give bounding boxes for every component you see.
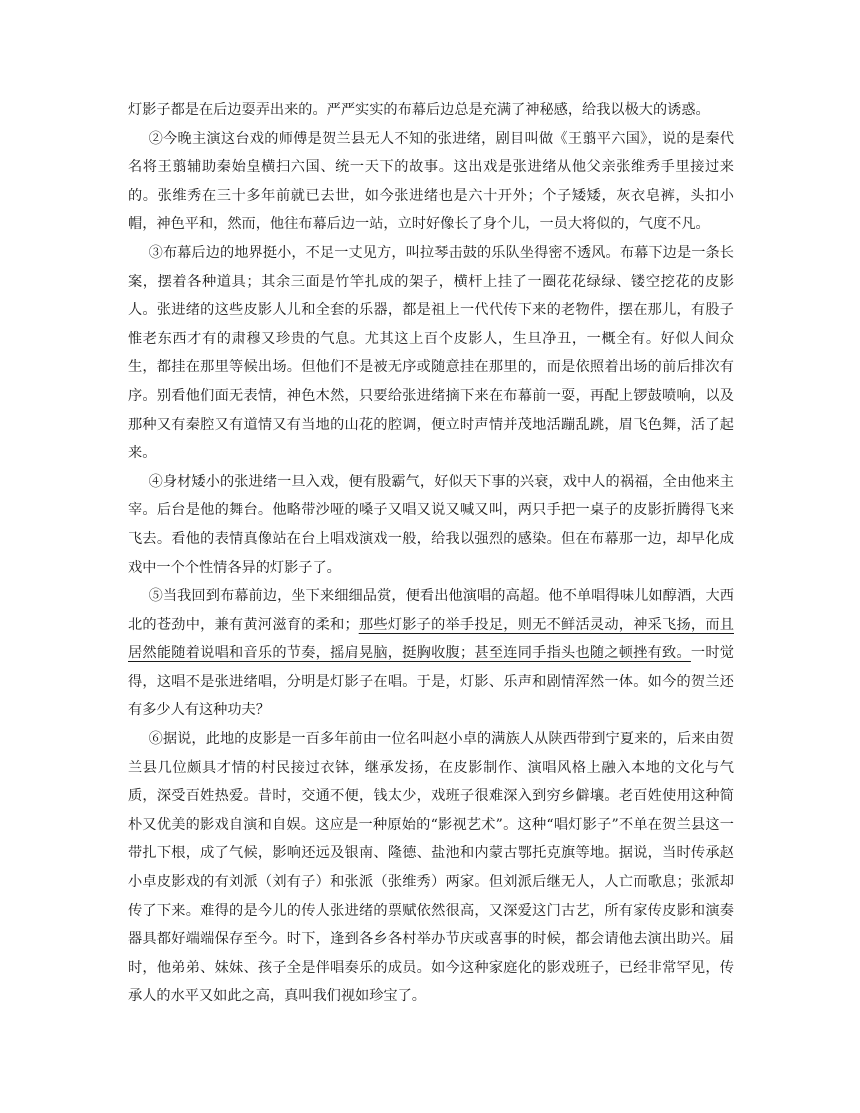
article-body [128, 96, 734, 1011]
paragraph-5-lead: ⑤当我回到布幕前边，坐下来细细品赏，便看出他演唱的高超。他不单唱得味儿如醇酒，大西北的苍劲中，兼有黄河滋育的柔和； [128, 588, 734, 633]
paragraph-continued: 灯影子都是在后边耍弄出来的。严严实实的布幕后边总是充满了神秘感，给我以极大的诱惑。 [128, 102, 710, 118]
paragraph-5 [128, 582, 734, 725]
paragraph-3: ③布幕后边的地界挺小，不足一丈见方，叫拉琴击鼓的乐队坐得密不透风。布幕下边是一条长案，摆着各种道具；其余三面是竹竿扎成的架子，横杆上挂了一圈花花绿绿、镂空挖花的皮影人。张进绪的这些皮影人儿和全套的乐器，都是祖上一代代传下来的老物件，摆在那儿，有股子惟老东西才有的肃穆又珍贵的气息。尤其这上百个皮影人，生旦净丑，一概全有。好似人间众生，都挂在那里等候出场。但他们不是被无序或随意挂在那里的，而是依照着出场的前后排次有序。别看他们面无表情，神色木然，只要给张进绪摘下来在布幕前一耍，再配上锣鼓喷响，以及那种又有秦腔又有道情又有当地的山花的腔调，便立时声情并茂地活蹦乱跳，眉飞色舞，活了起来。 [128, 244, 734, 462]
paragraph-6: ⑥据说，此地的皮影是一百多年前由一位名叫赵小卓的满族人从陕西带到宁夏来的，后来由贺兰县几位颇具才情的村民接过衣钵，继承发扬，在皮影制作、演唱风格上融入本地的文化与气质，深受百姓热爱。昔时，交通不便，钱太少，戏班子很难深入到穷乡僻壤。老百姓使用这种简朴又优美的影戏自演和自娱。这应是一种原始的“影视艺术”。这种“唱灯影子”不单在贺兰县这一带扎下根，成了气候，影响还远及银南、隆德、盐池和内蒙古鄂托克旗等地。据说，当时传承赵小卓皮影戏的有刘派（刘有子）和张派（张维秀）两家。但刘派后继无人，人亡而歌息；张派却传了下来。难得的是今儿的传人张进绪的票赋依然很高，又深爱这门古艺，所有家传皮影和演奏器具都好端端保存至今。时下，逢到各乡各村举办节庆或喜事的时候，都会请他去演出助兴。届时，他弟弟、妹妹、孩子全是伴唱奏乐的成员。如今这种家庭化的影戏班子，已经非常罕见，传承人的水平又如此之高，真叫我们视如珍宝了。 [128, 731, 734, 1005]
underlined-sentence: 那些灯影子的举手投足，则无不鲜活灵动，神采飞扬，而且居然能随着说唱和音乐的节奏，摇肩晃脑，挺胸收腹；甚至连同手指头也随之顿挫有致。 [128, 616, 734, 662]
paragraph-4: ④身材矮小的张进绪一旦入戏，便有股霸气，好似天下事的兴衰，戏中人的祸福，全由他来主宰。后台是他的舞台。他略带沙哑的嗓子又唱又说又喊又叫，两只手把一桌子的皮影折腾得飞来飞去。看他的表情真像站在台上唱戏演戏一般，给我以强烈的感染。但在布幕那一边，却早化成戏中一个个性情各异的灯影子了。 [128, 473, 734, 576]
paragraph-2: ②今晚主演这台戏的师傅是贺兰县无人不知的张进绪，剧目叫做《王翦平六国》，说的是秦代名将王翦辅助秦始皇横扫六国、统一天下的故事。这出戏是张进绪从他父亲张维秀手里接过来的。张维秀在三十多年前就已去世，如今张进绪也是六十开外；个子矮矮，灰衣皂裤，头扣小帽，神色平和，然而，他往布幕后边一站，立时好像长了身个儿，一员大将似的，气度不凡。 [128, 130, 734, 233]
paragraph-5-tail: 一时觉得，这唱不是张进绪唱，分明是灯影子在唱。于是，灯影、乐声和剧情浑然一体。如今的贺兰还有多少人有这种功夫？ [128, 645, 734, 719]
